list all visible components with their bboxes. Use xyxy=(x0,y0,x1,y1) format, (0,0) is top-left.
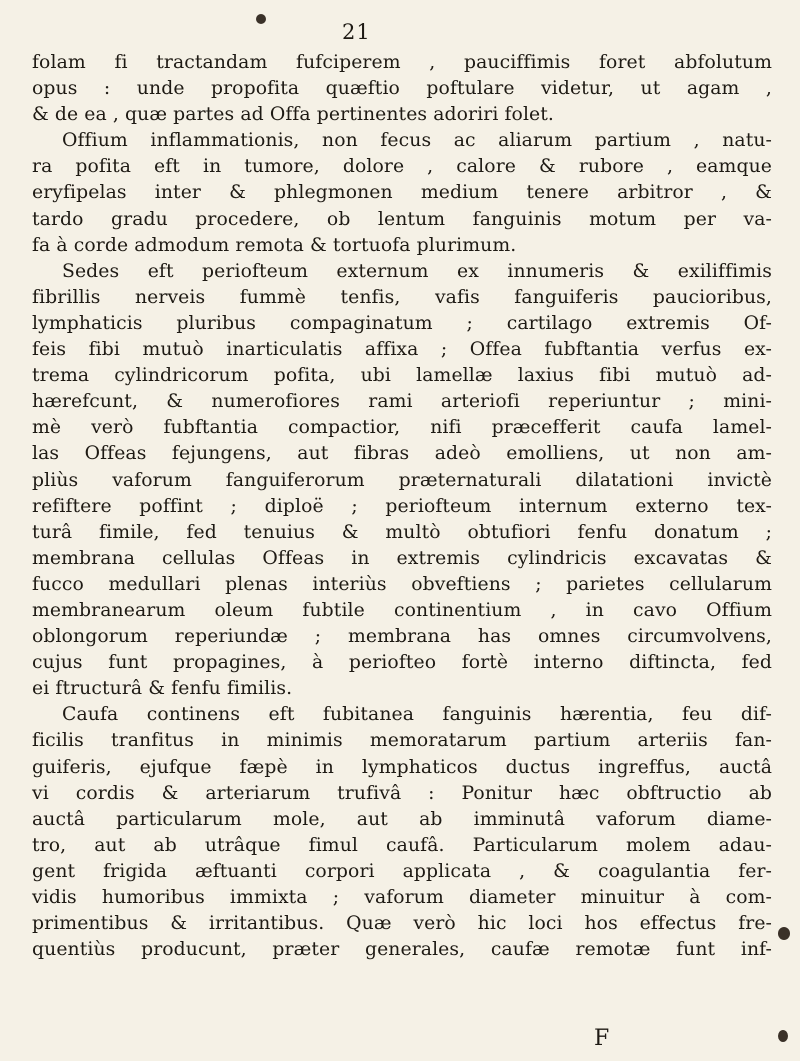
text-line: membrana cellulas Offeas in extremis cylindricis excavatas & xyxy=(32,547,772,569)
text-line: hærefcunt, & numerofiores rami arteriofi reperiuntur ; mini- xyxy=(32,391,772,413)
text-line: feis fibi mutuò inarticulatis affixa ; Offea fubftantia verfus ex- xyxy=(32,339,772,361)
text-line: opus : unde propofita quæftio poftulare videtur, ut agam , xyxy=(32,78,772,100)
text-line: ei ftructurâ & fenfu fimilis. xyxy=(32,678,293,700)
text-line: tro, aut ab utrâque fimul caufâ. Particularum molem adau- xyxy=(32,834,772,856)
body-text xyxy=(32,50,772,963)
text-line: ra pofita eft in tumore, dolore , calore & rubore , eamque xyxy=(32,156,772,178)
text-line: ficilis tranfitus in minimis memoratarum partium arteriis fan- xyxy=(32,730,772,752)
text-line: vidis humoribus immixta ; vaforum diameter minuitur à com- xyxy=(32,887,772,908)
ink-blot xyxy=(778,927,790,940)
text-line: fibrillis nerveis fummè tenfis, vafis fanguiferis paucioribus, xyxy=(32,286,772,308)
ink-blot xyxy=(256,14,266,24)
text-line: eryfipelas inter & phlegmonen medium tenere arbitror , & xyxy=(32,182,772,204)
text-line: quentiùs producunt, præter generales, caufæ remotæ funt inf- xyxy=(32,939,772,961)
text-line: fa à corde admodum remota & tortuofa plurimum. xyxy=(32,234,517,256)
text-line: tardo gradu procedere, ob lentum fanguinis motum per va- xyxy=(32,208,772,230)
text-line: cujus funt propagines, à periofteo fortè interno diftincta, fed xyxy=(32,652,772,674)
text-line: Sedes eft periofteum externum ex innumeris & exiliffimis xyxy=(62,260,772,282)
ink-blot xyxy=(778,1030,788,1042)
text-line: membranearum oleum fubtile continentium , in cavo Offium xyxy=(32,599,772,621)
signature-mark: F xyxy=(594,1026,610,1051)
page-number: 21 xyxy=(342,20,371,44)
text-line: lymphaticis pluribus compaginatum ; cartilago extremis Of- xyxy=(32,312,772,334)
text-line: primentibus & irritantibus. Quæ verò hic loci hos effectus fre- xyxy=(32,913,772,935)
text-line: turâ fimile, fed tenuius & multò obtufiori fenfu donatum ; xyxy=(32,521,772,543)
text-line: Caufa continens eft fubitanea fanguinis hærentia, feu dif- xyxy=(62,704,772,726)
text-line: folam fi tractandam fufciperem , pauciffimis foret abfolutum xyxy=(32,52,772,73)
text-line: Offium inflammationis, non fecus ac aliarum partium , natu- xyxy=(62,130,772,152)
text-line: auctâ particularum mole, aut ab imminutâ vaforum diame- xyxy=(32,808,772,830)
text-line: refiftere poffint ; diploë ; periofteum internum externo tex- xyxy=(32,495,772,517)
text-line: trema cylindricorum pofita, ubi lamellæ laxius fibi mutuò ad- xyxy=(32,365,772,387)
text-line: oblongorum reperiundæ ; membrana has omnes circumvolvens, xyxy=(32,626,772,648)
text-line: mè verò fubftantia compactior, nifi præcefferit caufa lamel- xyxy=(32,417,772,439)
text-line: guiferis, ejufque fæpè in lymphaticos ductus ingreffus, auctâ xyxy=(32,756,772,778)
text-line: vi cordis & arteriarum trufivâ : Ponitur hæc obftructio ab xyxy=(32,782,772,804)
text-line: las Offeas fejungens, aut fibras adeò emolliens, ut non am- xyxy=(32,443,772,465)
text-line: fucco medullari plenas interiùs obveftiens ; parietes cellularum xyxy=(32,573,772,595)
text-line: & de ea , quæ partes ad Offa pertinentes adoriri folet. xyxy=(32,104,554,126)
text-line: gent frigida æftuanti corpori applicata , & coagulantia fer- xyxy=(32,860,772,882)
text-line: pliùs vaforum fanguiferorum præternaturali dilatationi invictè xyxy=(32,469,772,491)
